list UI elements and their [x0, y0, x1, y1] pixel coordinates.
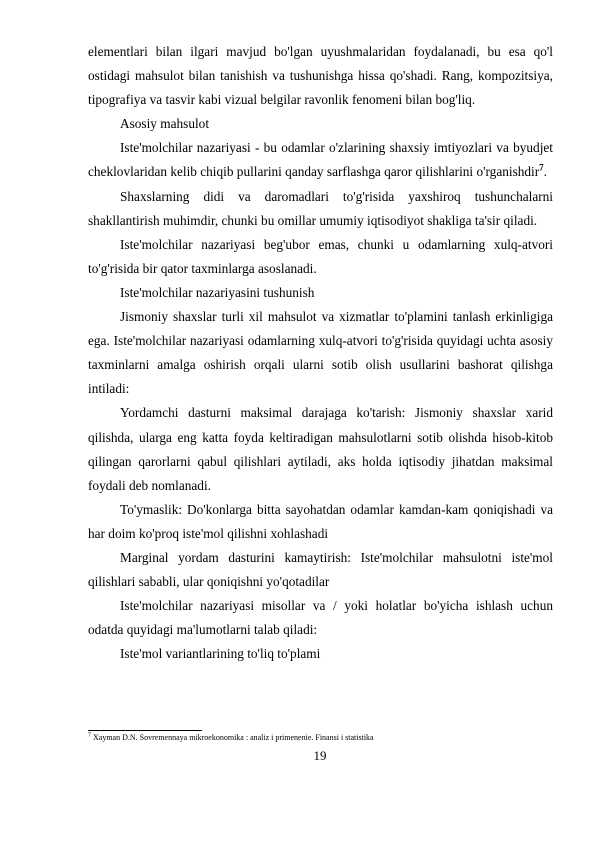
footnote-number: 7: [88, 732, 91, 739]
document-body: [88, 40, 553, 666]
paragraph: Iste'molchilar nazariyasi misollar va / yoki holatlar bo'yicha ishlash uchun odatda quyidagi ma'lumotlarni talab qiladi:: [88, 598, 553, 638]
page-number: 19: [313, 748, 327, 763]
paragraph: Yordamchi dasturni maksimal darajaga ko'tarish: Jismoniy shaxslar xarid qilishda, ularga eng katta foyda keltiradigan mahsulotlarni sotib olishda hisob-kitob qilingan qarorlarni qabul qilishlari aytiladi, aks holda iqtisodiy jihatdan maksimal foydali deb nomlanadi.: [88, 405, 553, 493]
section-heading: Asosiy mahsulot: [120, 116, 210, 132]
paragraph: Iste'molchilar nazariyasi beg'ubor emas, chunki u odamlarning xulq-atvori to'g'risida bir qator taxminlarga asoslanadi.: [88, 236, 553, 276]
footnote-text: Xayman D.N. Sovremennaya mikroekonomika : analiz i primenenie. Finansi i statistika: [91, 733, 374, 742]
footnote-divider: [88, 730, 202, 731]
paragraph: elementlari bilan ilgari mavjud bo'lgan uyushmalaridan foydalanadi, bu esa qo'l ostidagi mahsulot bilan tanishish va tushunishga hissa qo'shadi. Rang, kompozitsiya, tipografiya va tasvir kabi vizual belgilar ravonlik fenomeni bilan bog'liq.: [88, 44, 553, 108]
paragraph: To'ymaslik: Do'konlarga bitta sayohatdan odamlar kamdan-kam qoniqishadi va har doim ko'proq iste'mol qilishni xohlashadi: [88, 501, 553, 541]
footnote-reference[interactable]: 7: [539, 163, 544, 174]
paragraph: Iste'molchilar nazariyasi - bu odamlar o'zlarining shaxsiy imtiyozlari va byudjet cheklovlaridan kelib chiqib pullarini qanday sarflashga qaror qilishlarini o'rganishdir$^7$.: [88, 140, 553, 180]
section-heading: Iste'molchilar nazariyasini tushunish: [120, 284, 315, 300]
paragraph: Iste'mol variantlarining to'liq to'plami: [120, 646, 321, 662]
paragraph: Shaxslarning didi va daromadlari to'g'risida yaxshiroq tushunchalarni shakllantirish muhimdir, chunki bu omillar umumiy iqtisodiyot shakliga ta'sir qiladi.: [88, 188, 553, 228]
paragraph-text: Iste'molchilar nazariyasi - bu odamlar o'zlarining shaxsiy imtiyozlari va byudjet cheklovlaridan kelib chiqib pullarini qanday sarflashga qaror qilishlarini o'rganishdir: [88, 140, 553, 180]
paragraph: Marginal yordam dasturini kamaytirish: Iste'molchilar mahsulotni iste'mol qilishlari sababli, ular qoniqishni yo'qotadilar: [88, 549, 553, 590]
paragraph: Jismoniy shaxslar turli xil mahsulot va xizmatlar to'plamini tanlash erkinligiga ega. Iste'molchilar nazariyasi odamlarning xulq-atvori to'g'risida quyidagi uchta asosiy taxminlarni amalga oshirish orqali ularni sotib olish usullarini bashorat qilishga intiladi:: [88, 309, 553, 397]
footnote: [88, 733, 558, 743]
